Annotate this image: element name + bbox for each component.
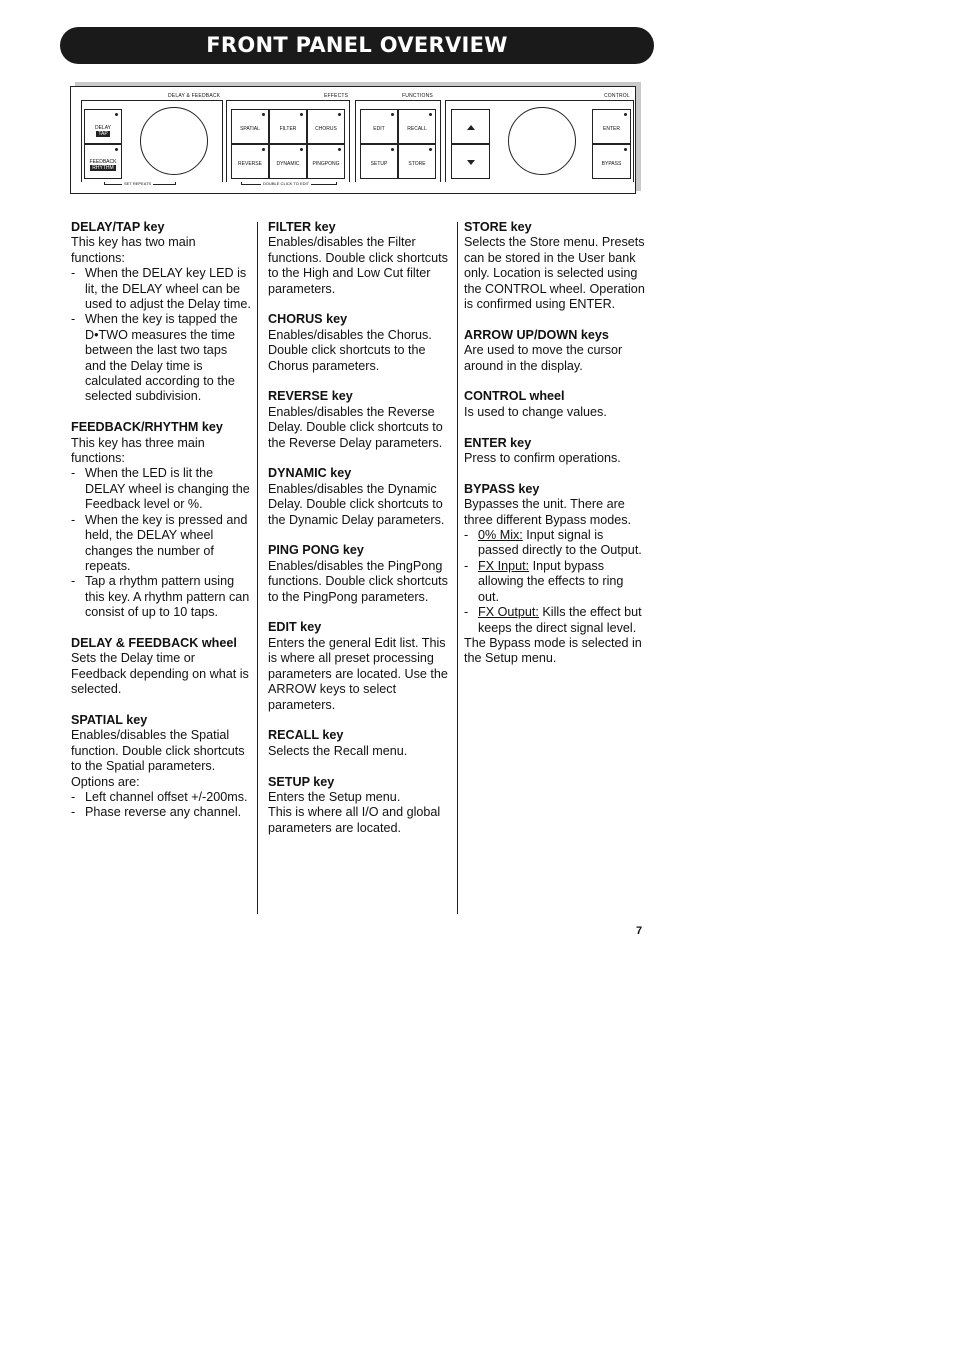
list-item: - Tap a rhythm pattern using this key. A rhythm pattern can consist of up to 10 taps. [71, 574, 250, 620]
arrow-up-key[interactable] [451, 109, 490, 144]
section-label-effects: EFFECTS [324, 93, 349, 99]
section-label-control: CONTROL [604, 93, 630, 99]
text-column-1 [71, 220, 251, 836]
section-body: Enters the Setup menu. [268, 789, 401, 804]
recall-key[interactable] [398, 109, 436, 144]
reverse-section [268, 389, 453, 451]
list-item: - Phase reverse any channel. [71, 805, 242, 820]
feedback-rhythm-key[interactable] [84, 144, 122, 179]
filter-key[interactable] [269, 109, 307, 144]
list-item-term: 0% Mix: [478, 528, 523, 543]
front-panel-diagram [70, 86, 636, 194]
list-item-text: When the DELAY key LED is lit, the DELAY wheel can be used to adjust the Delay time. [85, 266, 251, 312]
store-key-label: STORE [408, 161, 426, 167]
delay-tap-key[interactable] [84, 109, 122, 144]
dynamic-led-icon [300, 148, 303, 151]
section-footer: The Bypass mode is selected in the Setup menu. [464, 635, 642, 666]
column-divider [457, 222, 458, 914]
enter-key-label: ENTER [603, 126, 620, 132]
section-body: Selects the Store menu. Presets can be stored in the User bank only. Location is selected using the CONTROL wheel. Operation is confirmed using ENTER. [464, 235, 645, 312]
list-item-text: When the LED is lit the DELAY wheel is changing the Feedback level or %. [85, 466, 250, 512]
chorus-section [268, 312, 453, 374]
feedback-rhythm-section [71, 420, 251, 620]
bypass-key-label: BYPASS [601, 161, 622, 167]
section-body: Press to confirm operations. [464, 451, 621, 466]
list-item-text: Phase reverse any channel. [85, 805, 242, 820]
arrow-up-icon [467, 125, 475, 130]
reverse-key[interactable] [231, 144, 269, 179]
double-click-edit-label: DOUBLE CLICK TO EDIT [263, 181, 310, 186]
list-item-term: FX Input: [478, 558, 530, 573]
bypass-section [464, 482, 646, 667]
feedback-led-icon [115, 148, 118, 151]
section-body: Enables/disables the Reverse Delay. Double click shortcuts to the Reverse Delay parameters. [268, 404, 443, 450]
edit-led-icon [391, 113, 394, 116]
enter-key[interactable] [592, 109, 631, 144]
edit-key[interactable] [360, 109, 398, 144]
section-heading: RECALL key [268, 728, 344, 743]
section-body: This key has two main functions: [71, 235, 196, 265]
chorus-led-icon [338, 113, 341, 116]
section-body: Enters the general Edit list. This is where all preset processing parameters are located. Use the ARROW keys to select parameters. [268, 635, 448, 712]
chorus-key[interactable] [307, 109, 345, 144]
dynamic-section [268, 466, 453, 528]
section-heading: EDIT key [268, 620, 322, 635]
delay-led-icon [115, 113, 118, 116]
section-heading: FILTER key [268, 220, 336, 234]
control-wheel-section [464, 389, 646, 420]
control-wheel[interactable] [508, 107, 576, 175]
setup-section [268, 775, 453, 837]
recall-led-icon [429, 113, 432, 116]
list-item-text: When the key is pressed and held, the DELAY wheel changes the number of repeats. [85, 512, 248, 573]
rhythm-key-label: RHYTHM [92, 165, 114, 171]
delay-tap-section [71, 220, 251, 405]
list-item: - When the key is pressed and held, the DELAY wheel changes the number of repeats. [71, 512, 248, 573]
text-column-3 [464, 220, 646, 682]
store-led-icon [429, 148, 432, 151]
section-heading: ARROW UP/DOWN keys [464, 327, 609, 342]
spatial-section [71, 713, 251, 821]
section-heading: STORE key [464, 220, 532, 234]
list-item: - Left channel offset +/-200ms. [71, 789, 248, 804]
section-heading: SETUP key [268, 774, 335, 789]
section-body: This is where all I/O and global parameters are located. [268, 805, 441, 835]
delay-feedback-wheel[interactable] [140, 107, 208, 175]
arrow-down-key[interactable] [451, 144, 490, 179]
section-body: Are used to move the cursor around in the display. [464, 343, 623, 373]
setup-key[interactable] [360, 144, 398, 179]
section-label-functions: FUNCTIONS [402, 93, 433, 99]
edit-section [268, 620, 453, 712]
text-column-2 [268, 220, 453, 852]
list-item-text: Input bypass allowing the effects to ring out. [478, 558, 624, 604]
chorus-key-label: CHORUS [315, 126, 337, 132]
title-banner [60, 27, 654, 64]
dynamic-key[interactable] [269, 144, 307, 179]
recall-key-label: RECALL [407, 126, 427, 132]
delay-key-label: DELAY [94, 125, 112, 131]
section-body: Selects the Recall menu. [268, 743, 408, 758]
section-heading: REVERSE key [268, 389, 353, 404]
pingpong-section [268, 543, 453, 605]
section-heading: DELAY & FEEDBACK wheel [71, 635, 237, 650]
section-heading: FEEDBACK/RHYTHM key [71, 420, 223, 435]
pingpong-key[interactable] [307, 144, 345, 179]
list-item-text: Left channel offset +/-200ms. [85, 789, 248, 804]
set-repeats-label: SET REPEATS [124, 181, 152, 186]
section-body: This key has three main functions: [71, 435, 205, 466]
feedback-key-label: FEEDBACK [89, 159, 117, 165]
section-body: Enables/disables the PingPong functions. Double click shortcuts to the PingPong parameters. [268, 558, 448, 604]
section-body: Enables/disables the Filter functions. Double click shortcuts to the High and Low Cut filter parameters. [268, 235, 448, 296]
pingpong-led-icon [338, 148, 341, 151]
filter-led-icon [300, 113, 303, 116]
setup-key-label: SETUP [370, 161, 388, 167]
arrows-section [464, 328, 646, 374]
bypass-led-icon [624, 148, 627, 151]
section-body: Enables/disables the Chorus. Double click shortcuts to the Chorus parameters. [268, 327, 432, 373]
list-item: - FX Output: Kills the effect but keeps the direct signal level. [464, 605, 642, 635]
arrow-down-icon [467, 160, 475, 165]
recall-section [268, 728, 453, 759]
spatial-led-icon [262, 113, 265, 116]
section-label-delay-feedback: DELAY & FEEDBACK [168, 93, 221, 99]
list-item-text: Kills the effect but keeps the direct signal level. [478, 605, 642, 635]
delay-feedback-wheel-section [71, 636, 251, 698]
section-body: Bypasses the unit. There are three different Bypass modes. [464, 497, 632, 527]
section-heading: DELAY/TAP key [71, 220, 165, 234]
section-body: Enables/disables the Dynamic Delay. Double click shortcuts to the Dynamic Delay parameters. [268, 481, 445, 527]
enter-led-icon [624, 113, 627, 116]
reverse-key-label: REVERSE [238, 161, 262, 167]
tap-key-label: TAP [98, 131, 108, 137]
section-heading: PING PONG key [268, 543, 364, 558]
list-item: - When the DELAY key LED is lit, the DELAY wheel can be used to adjust the Delay time. [71, 266, 251, 312]
spatial-key[interactable] [231, 109, 269, 144]
column-divider [257, 222, 258, 914]
section-heading: DYNAMIC key [268, 466, 352, 481]
list-item-text: When the key is tapped the D•TWO measures the time between the last two taps and the Delay time is calculated according to the selected subdivision. [85, 312, 238, 404]
section-heading: CONTROL wheel [464, 389, 565, 404]
bypass-key[interactable] [592, 144, 631, 179]
list-item: - When the key is tapped the D•TWO measures the time between the last two taps and the Delay time is calculated according to the selected subdivision. [71, 312, 238, 404]
enter-section [464, 436, 646, 467]
section-body: Is used to change values. [464, 404, 607, 419]
list-item-text: Tap a rhythm pattern using this key. A rhythm pattern can consist of up to 10 taps. [85, 574, 250, 620]
filter-section [268, 220, 453, 297]
spatial-key-label: SPATIAL [240, 126, 260, 132]
store-section [464, 220, 646, 312]
edit-key-label: EDIT [373, 126, 385, 132]
setup-led-icon [391, 148, 394, 151]
reverse-led-icon [262, 148, 265, 151]
store-key[interactable] [398, 144, 436, 179]
section-heading: ENTER key [464, 435, 532, 450]
page-title: FRONT PANEL OVERVIEW [206, 33, 508, 57]
list-item-term: FX Output: [478, 605, 539, 620]
section-heading: SPATIAL key [71, 712, 148, 727]
section-heading: BYPASS key [464, 481, 540, 496]
section-body: Enables/disables the Spatial function. Double click shortcuts to the Spatial parameters. Options are: [71, 728, 245, 789]
list-item-text: Input signal is passed directly to the Output. [478, 528, 642, 558]
dynamic-key-label: DYNAMIC [276, 161, 300, 167]
section-heading: CHORUS key [268, 312, 348, 327]
list-item: - When the LED is lit the DELAY wheel is changing the Feedback level or %. [71, 466, 250, 512]
section-body: Sets the Delay time or Feedback depending on what is selected. [71, 651, 249, 697]
list-item: - FX Input: Input bypass allowing the effects to ring out. [464, 558, 624, 604]
page-number: 7 [636, 925, 643, 937]
list-item: - 0% Mix: Input signal is passed directly to the Output. [464, 528, 642, 558]
pingpong-key-label: PINGPONG [312, 161, 340, 167]
filter-key-label: FILTER [279, 126, 297, 132]
